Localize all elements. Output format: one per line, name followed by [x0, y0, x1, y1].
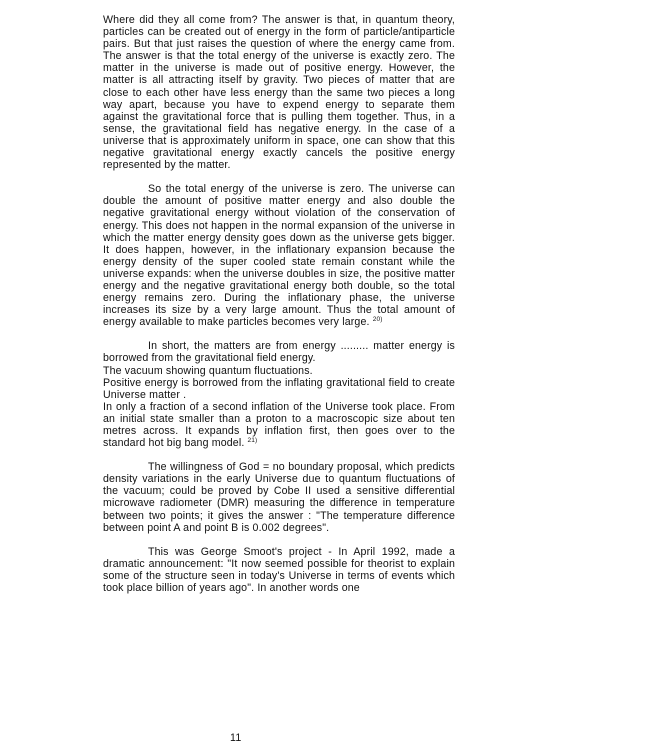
paragraph-text: In short, the matters are from energy ......... matter energy is borrowed from the gravitational field energy.	[103, 340, 455, 365]
paragraph-text: In only a fraction of a second inflation of the Universe took place. From an initial state smaller than a proton to a macroscopic size about ten metres across. It expands by inflation first, then goes over to the standard hot big bang model.	[103, 400, 455, 450]
paragraph-in-short	[103, 340, 455, 364]
paragraph-george-smoot	[103, 546, 455, 594]
paragraph-text: This was George Smoot's project - In April 1992, made a dramatic announcement: "It now seemed possible for theorist to explain some of the structure seen in today's Universe in terms of events which took place billion of years ago". In another words one	[103, 545, 455, 595]
page-number: 11	[230, 732, 242, 744]
document-page	[103, 14, 455, 594]
paragraph-text: Where did they all come from? The answer is that, in quantum theory, particles can be created out of energy in the form of particle/antiparticle pairs. But that just raises the question of where the energy came from. The answer is that the total energy of the universe is exactly zero. The matter in the universe is made out of positive energy. However, the matter is all attracting itself by gravity. Two pieces of matter that are close to each other have less energy than the same two pieces a long way apart, because you have to expend energy to separate them against the gravitational force that is pulling them together. Thus, in a sense, the gravitational field has negative energy. In the case of a universe that is approximately uniform in space, one can show that this negative gravitational energy exactly cancels the positive energy represented by the matter.	[103, 14, 455, 172]
footnote-reference: 20)	[372, 316, 383, 324]
paragraph-text: Positive energy is borrowed from the inflating gravitational field to create Universe matter .	[103, 376, 455, 401]
paragraph-total-energy-zero	[103, 183, 455, 328]
paragraph-vacuum	[103, 365, 455, 377]
paragraph-text: So the total energy of the universe is zero. The universe can double the amount of positive matter energy and also double the negative gravitational energy without violation of the conservation of energy. This does not happen in the normal expansion of the universe in which the matter energy density goes down as the universe gets bigger. It does happen, however, in the inflationary expansion because the energy density of the super cooled state remain constant while the universe expands: when the universe doubles in size, the positive matter energy and the negative gravitational energy both double, so the total energy remains zero. During the inflationary phase, the universe increases its size by a very large amount. Thus the total amount of energy available to make particles becomes very large.	[103, 183, 455, 329]
paragraph-text: The vacuum showing quantum fluctuations.	[103, 364, 313, 377]
paragraph-text: The willingness of God = no boundary proposal, which predicts density variations in the early Universe due to quantum fluctuations of the vacuum; could be proved by Cobe II used a sensitive differential microwave radiometer (DMR) measuring the difference in temperature between two points; it gives the answer : "The temperature difference between point A and point B is 0.002 degrees".	[103, 461, 455, 534]
paragraph-positive-energy	[103, 377, 455, 401]
paragraph-willingness-of-god	[103, 461, 455, 534]
footnote-reference: 21)	[247, 437, 258, 445]
paragraph-origin-of-energy	[103, 14, 455, 171]
paragraph-inflation	[103, 401, 455, 449]
